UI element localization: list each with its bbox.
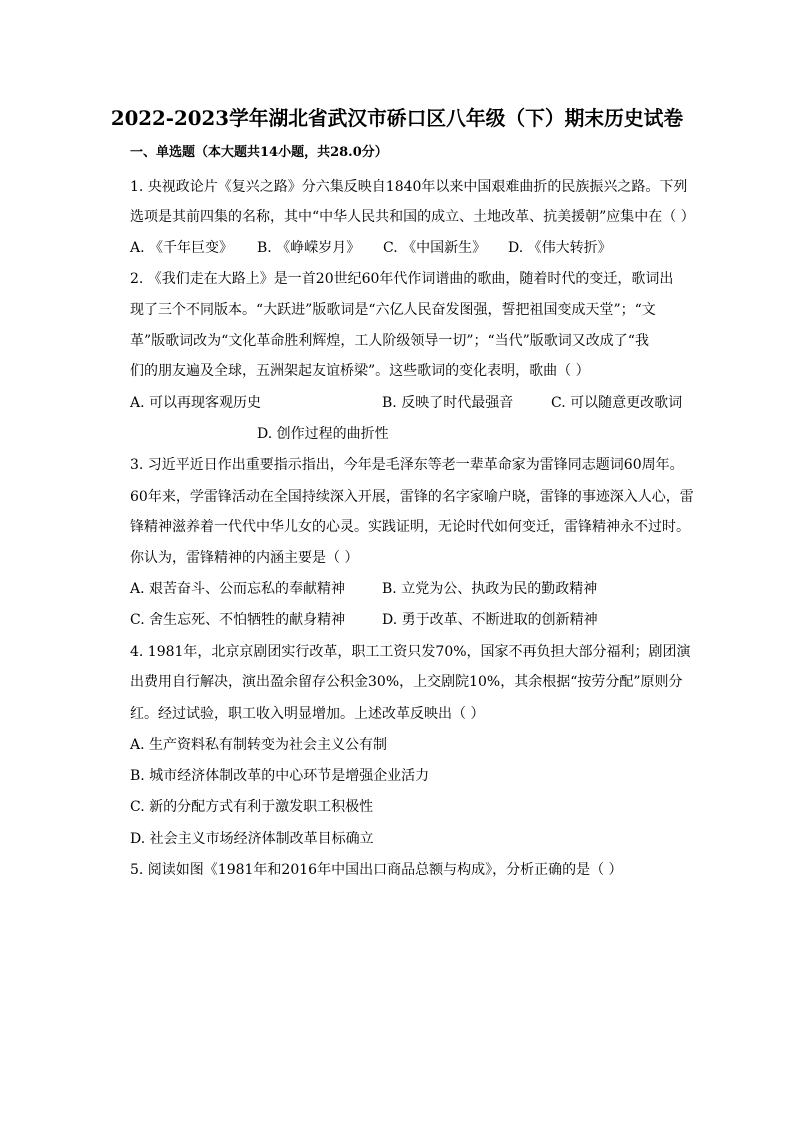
option-d: D. 《伟大转折》: [508, 240, 612, 256]
question-text-line: 你认为，雷锋精神的内涵主要是（ ）: [130, 550, 359, 566]
question-text-line: 选项是其前四集的名称，其中“中华人民共和国的成立、土地改革、抗美援朝”应集中在（ ）: [130, 209, 695, 225]
question-text-line: 革”版歌词改为“文化革命胜利辉煌，工人阶级领导一切”；“当代”版歌词又改成了“我: [130, 333, 649, 349]
option-a: A. 《千年巨变》: [130, 240, 234, 256]
question-text-line: 们的朋友遍及全球，五洲架起友谊桥梁”。这些歌词的变化表明，歌曲（ ）: [130, 363, 590, 379]
question-text-line: 锋精神滋养着一代代中华儿女的心灵。实践证明，无论时代如何变迁，雷锋精神永不过时。: [130, 519, 690, 535]
question-text-line: 现了三个不同版本。“大跃进”版歌词是“六亿人民奋发图强，誓把祖国变成天堂”；“文: [130, 302, 656, 318]
option-a: A. 生产资料私有制转变为社会主义公有制: [130, 737, 388, 753]
option-c: C. 舍生忘死、不怕牺牲的献身精神: [130, 612, 346, 628]
option-b: B. 城市经济体制改革的中心环节是增强企业活力: [130, 768, 430, 784]
question-text-line: 5. 阅读如图《1981年和2016年中国出口商品总额与构成》，分析正确的是（ ）: [130, 862, 623, 878]
question-text-line: 60年来，学雷锋活动在全国持续深入开展，雷锋的名字家喻户晓，雷锋的事迹深入人心，雷: [130, 489, 694, 505]
option-d: D. 社会主义市场经济体制改革目标确立: [130, 831, 374, 847]
option-c: C. 《中国新生》: [383, 240, 487, 256]
option-d: D. 勇于改革、不断进取的创新精神: [382, 612, 598, 628]
option-a: A. 可以再现客观历史: [130, 395, 262, 411]
option-b: B. 《峥嵘岁月》: [257, 240, 361, 256]
option-c: C. 新的分配方式有利于激发职工积极性: [130, 799, 374, 815]
option-a: A. 艰苦奋斗、公而忘私的奉献精神: [130, 581, 346, 597]
option-d: D. 创作过程的曲折性: [257, 426, 389, 442]
option-b: B. 反映了时代最强音: [382, 395, 514, 411]
question-text-line: 红。经过试验，职工收入明显增加。上述改革反映出（ ）: [130, 706, 485, 722]
section-heading: 一、单选题（本大题共14小题，共28.0分）: [130, 145, 388, 160]
question-text-line: 3. 习近平近日作出重要指示指出，今年是毛泽东等老一辈革命家为雷锋同志题词60周年。: [130, 457, 684, 473]
option-b: B. 立党为公、执政为民的勤政精神: [382, 581, 598, 597]
question-text-line: 4. 1981年，北京京剧团实行改革，职工工资只发70%，国家不再负担大部分福利；剧团演: [130, 644, 691, 660]
page-title: 2022-2023学年湖北省武汉市硚口区八年级（下）期末历史试卷: [110, 106, 684, 130]
question-text-line: 2. 《我们走在大路上》是一首20世纪60年代作词谱曲的歌曲，随着时代的变迁，歌词出: [130, 271, 674, 287]
option-c: C. 可以随意更改歌词: [551, 395, 683, 411]
question-text-line: 1. 央视政论片《复兴之路》分六集反映自1840年以来中国艰难曲折的民族振兴之路。下列: [130, 179, 688, 195]
question-text-line: 出费用自行解决，演出盈余留存公积金30%，上交剧院10%，其余根据“按劳分配”原则分: [130, 674, 683, 690]
